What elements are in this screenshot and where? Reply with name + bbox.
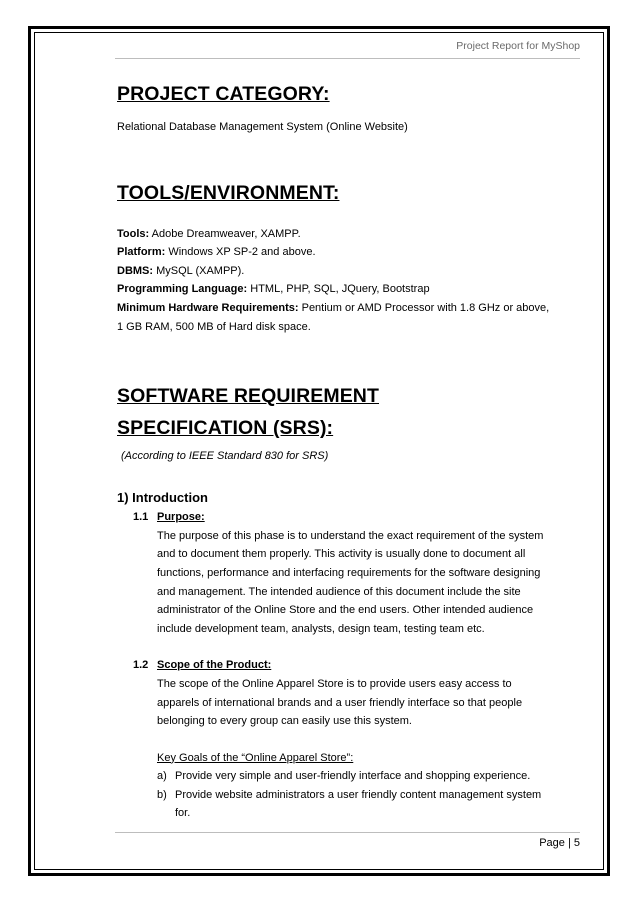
purpose-heading: 1.1 Purpose:	[133, 511, 205, 524]
scope-body: The scope of the Online Apparel Store is to provide users easy access to apparels of international brands and a user friendly interface so that people belonging to every group can easily use this system. Key Goals of the “Online Apparel Store”: a) Provide very simple and user-friendly interface and shopping experience. b) Provide website administrators a user friendly content management system for.	[157, 675, 587, 823]
page-content	[117, 80, 587, 823]
key-goals-title: Key Goals of the “Online Apparel Store”:	[157, 751, 354, 764]
srs-subtitle: (According to IEEE Standard 830 for SRS)	[121, 450, 329, 463]
introduction-heading: 1) Introduction	[117, 490, 208, 506]
hardware-line-cont: 1 GB RAM, 500 MB of Hard disk space.	[117, 320, 311, 333]
page-number: Page | 5	[539, 837, 580, 849]
purpose-body: The purpose of this phase is to understand the exact requirement of the system and to document them properly. This activity is usually done to document all functions, performance and interfacing requirements for the software designing and management. The intended audience of this document include the site administrator of the Online Store and the end users. Other intended audience include development team, analysts, design team, testing team etc.	[157, 529, 544, 635]
srs-heading-line2: SPECIFICATION (SRS):	[117, 417, 334, 440]
programming-language-line: Programming Language: HTML, PHP, SQL, JQuery, Bootstrap	[117, 283, 430, 296]
srs-heading-line1: SOFTWARE REQUIREMENT	[117, 385, 380, 408]
project-category-heading: PROJECT CATEGORY:	[117, 83, 330, 105]
project-category-text: Relational Database Management System (Online Website)	[117, 121, 408, 133]
hardware-line: Minimum Hardware Requirements: Pentium or AMD Processor with 1.8 GHz or above,	[117, 301, 550, 314]
goal-item: a) Provide very simple and user-friendly interface and shopping experience.	[157, 770, 531, 783]
dbms-line: DBMS: MySQL (XAMPP).	[117, 264, 245, 277]
tools-line: Tools: Adobe Dreamweaver, XAMPP.	[117, 227, 301, 240]
tools-environment-heading: TOOLS/ENVIRONMENT:	[117, 181, 340, 204]
running-header: Project Report for MyShop	[456, 40, 580, 52]
platform-line: Platform: Windows XP SP-2 and above.	[117, 246, 316, 259]
scope-heading: 1.2 Scope of the Product:	[133, 659, 272, 672]
goal-item: b) Provide website administrators a user friendly content management system for.	[157, 788, 542, 820]
header-rule	[115, 58, 580, 59]
tools-list	[117, 225, 587, 337]
footer-rule	[115, 832, 580, 833]
